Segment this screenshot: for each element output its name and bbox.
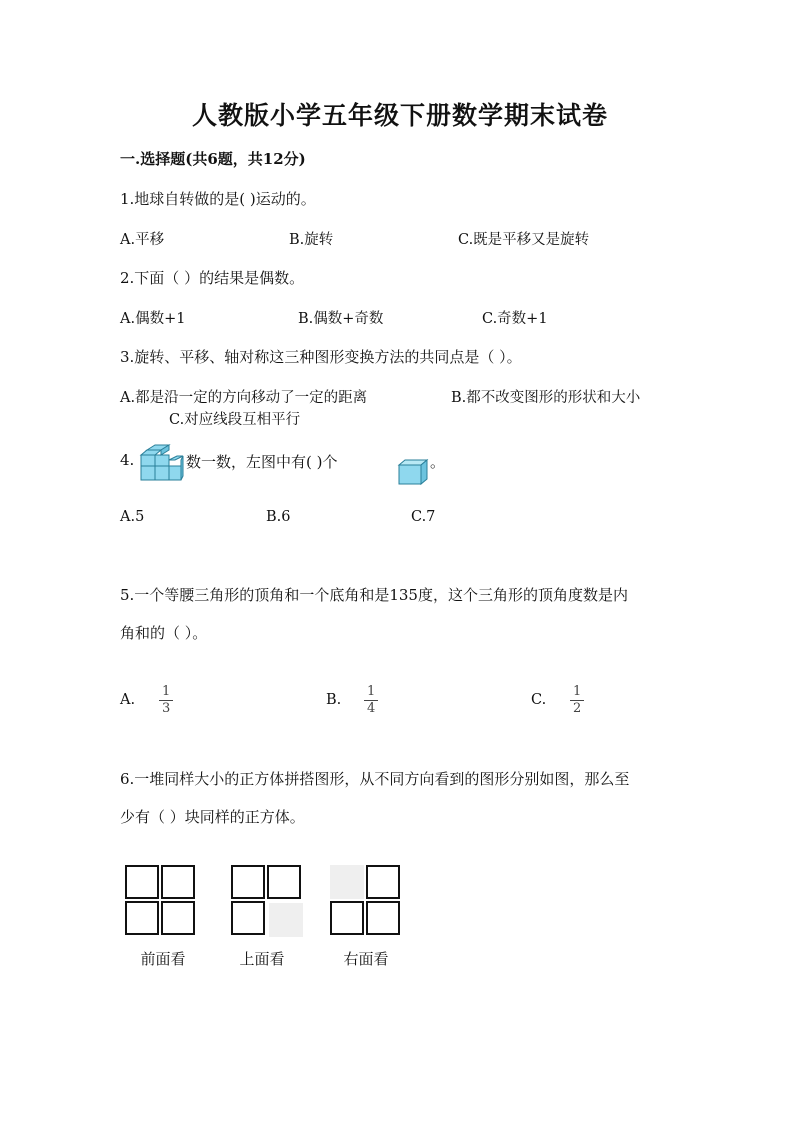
question-4-option-a[interactable]: A.5 (120, 509, 145, 525)
front-view-label: 前面看 (140, 950, 186, 968)
right-view-label: 右面看 (343, 950, 389, 968)
top-view-grid (231, 865, 307, 941)
fraction-denominator: 2 (573, 701, 582, 716)
fraction-denominator: 4 (367, 701, 376, 716)
question-4-option-b[interactable]: B.6 (266, 509, 291, 525)
question-2-option-c[interactable]: C.奇数+1 (482, 311, 548, 327)
question-5-option-b-label[interactable]: B. (326, 692, 342, 708)
grid-cell (125, 901, 159, 935)
question-3-option-b[interactable]: B.都不改变图形的形状和大小 (451, 390, 641, 406)
single-cube-icon (397, 457, 429, 487)
question-1-option-b[interactable]: B.旋转 (289, 232, 334, 248)
fraction-numerator: 1 (364, 685, 378, 701)
question-1-option-c[interactable]: C.既是平移又是旋转 (458, 232, 590, 248)
grid-cell-empty (269, 903, 303, 937)
grid-cell (231, 901, 265, 935)
question-3-option-c[interactable]: C.对应线段互相平行 (169, 412, 301, 428)
question-1-option-a[interactable]: A.平移 (120, 232, 165, 248)
question-4-number: 4. (120, 451, 135, 469)
question-2-option-b[interactable]: B.偶数+奇数 (298, 311, 384, 327)
grid-cell (125, 865, 159, 899)
front-view-grid (125, 865, 201, 941)
question-5-stem-line1: 5.一个等腰三角形的顶角和一个底角和是135度，这个三角形的顶角度数是内 (120, 586, 628, 604)
question-6-stem-line1: 6.一堆同样大小的正方体拼搭图形，从不同方向看到的图形分别如图，那么至 (120, 770, 630, 788)
grid-cell (231, 865, 265, 899)
question-5-option-c-fraction (570, 685, 584, 716)
page-title: 人教版小学五年级下册数学期末试卷 (191, 101, 608, 130)
question-4-option-c[interactable]: C.7 (411, 509, 436, 525)
question-5-stem-line2: 角和的（ ）。 (120, 624, 208, 642)
question-6-stem-line2: 少有（ ）块同样的正方体。 (120, 808, 305, 826)
grid-cell (330, 901, 364, 935)
fraction-numerator: 1 (159, 685, 173, 701)
grid-cell (161, 865, 195, 899)
question-5-option-c-label[interactable]: C. (531, 692, 547, 708)
question-5-option-a-fraction (159, 685, 173, 716)
fraction-denominator: 3 (162, 701, 171, 716)
question-4-stem: 数一数，左图中有( )个 (186, 453, 338, 471)
section-heading: 一.选择题(共6题，共12分) (120, 150, 306, 168)
question-5-option-a-label[interactable]: A. (120, 692, 136, 708)
grid-cell (267, 865, 301, 899)
question-4-stem-end: 。 (430, 453, 446, 471)
grid-cell (161, 901, 195, 935)
question-3-stem: 3.旋转、平移、轴对称这三种图形变换方法的共同点是（ ）。 (120, 348, 522, 366)
grid-cell (366, 865, 400, 899)
cube-stack-figure (137, 444, 185, 488)
fraction-numerator: 1 (570, 685, 584, 701)
top-view-label: 上面看 (239, 950, 285, 968)
right-view-grid (330, 865, 406, 941)
question-1-stem: 1.地球自转做的是( )运动的。 (120, 190, 316, 208)
question-3-option-a[interactable]: A.都是沿一定的方向移动了一定的距离 (120, 390, 368, 406)
grid-cell-empty (330, 865, 364, 899)
question-2-stem: 2.下面（ ）的结果是偶数。 (120, 269, 305, 287)
question-5-option-b-fraction (364, 685, 378, 716)
question-2-option-a[interactable]: A.偶数+1 (120, 311, 186, 327)
grid-cell (366, 901, 400, 935)
